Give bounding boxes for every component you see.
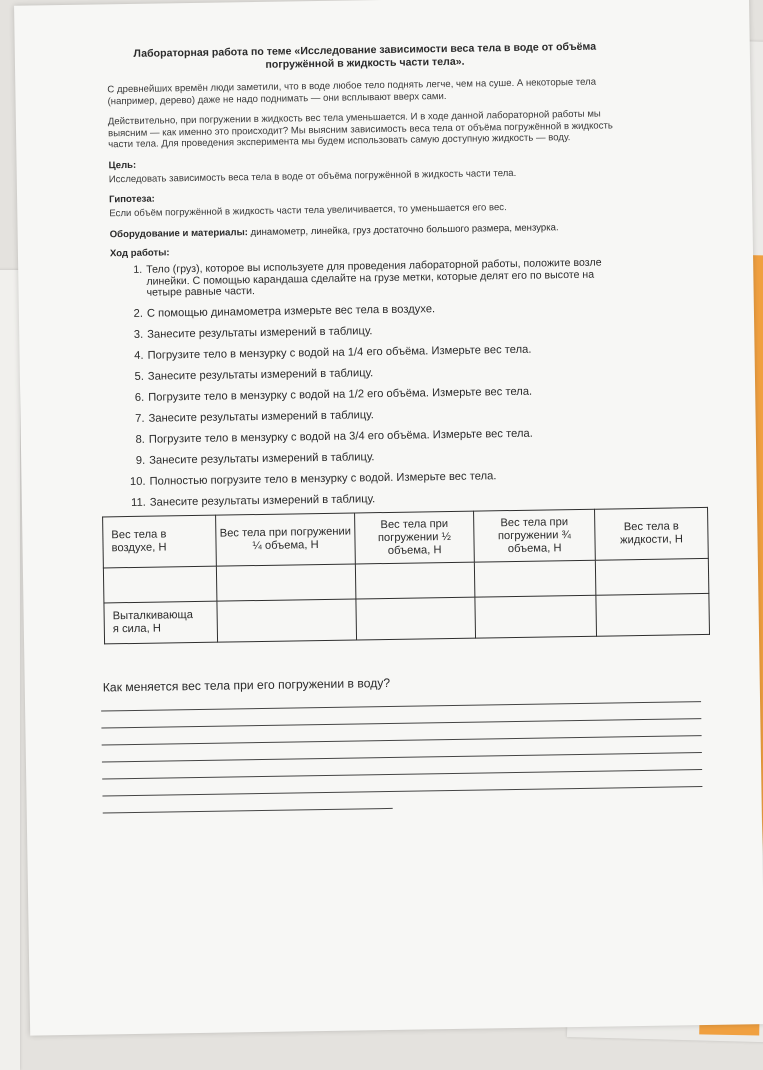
step-text: Погрузите тело в мензурку с водой на 1/2 его объёма. Измерьте вес тела.	[148, 385, 533, 404]
worksheet-title: Лабораторная работа по теме «Исследование зависимости веса тела в воде от объёма погружённой в жидкость части тела».	[133, 40, 597, 71]
table-row-label	[104, 601, 218, 644]
step-number: 4.	[134, 349, 144, 362]
step-number: 5.	[134, 370, 144, 383]
step-text: Занесите результаты измерений в таблицу.	[147, 325, 373, 341]
worksheet-content	[102, 40, 683, 813]
goal-text: Исследовать зависимость веса тела в воде от объёма погружённой в жидкость части тела.	[108, 167, 517, 185]
step-item	[111, 300, 627, 321]
step-item	[112, 384, 628, 405]
answer-lines	[101, 685, 703, 813]
step-number: 8.	[135, 433, 145, 446]
worksheet-paper	[14, 0, 763, 1036]
step-number: 3.	[133, 328, 144, 341]
table-cell-empty[interactable]	[356, 597, 476, 640]
step-number: 1.	[133, 263, 143, 276]
step-text: Занесите результаты измерений в таблицу.	[147, 367, 374, 383]
buoyant-force-label: Выталкивающа я сила, Н	[112, 609, 193, 636]
goal-label: Цель:	[108, 159, 137, 171]
step-text: Погрузите тело в мензурку с водой на 1/4 его объёма. Измерьте вес тела.	[147, 343, 532, 362]
table-header-cell: Вес тела при погружении ¼ объема, Н	[216, 513, 356, 566]
table-cell-empty[interactable]	[596, 593, 710, 636]
step-text: Тело (груз), которое вы используете для проведения лабораторной работы, положите возле линейки. С помощью карандаша сделайте на грузе метки, которые делят его по высоте на четыре равные части.	[146, 256, 602, 299]
step-item	[113, 426, 629, 447]
procedure-steps	[110, 257, 630, 510]
question-text: Как меняется вес тела при его погружении в воду?	[102, 675, 391, 695]
table-header-cell: Вес тела при погружении ¾ объема, Н	[474, 509, 596, 562]
table-cell-empty[interactable]	[355, 562, 475, 599]
step-number: 7.	[135, 412, 145, 425]
step-item	[110, 257, 626, 300]
table-cell-empty[interactable]	[217, 599, 357, 642]
equipment-section	[110, 221, 626, 241]
table-cell-empty[interactable]	[103, 566, 217, 603]
answer-line[interactable]	[102, 792, 392, 814]
step-text: Погрузите тело в мензурку с водой на 3/4 его объёма. Измерьте вес тела.	[148, 427, 533, 446]
table-cell-empty[interactable]	[475, 595, 597, 638]
step-number: 9.	[135, 454, 146, 467]
intro-paragraph-1: С древнейших времён люди заметили, что в воде любое тело поднять легче, чем на суше. А некоторые тела (например, дерево) даже не надо поднимать — они всплывают вверх сами.	[107, 76, 597, 107]
equipment-text: динамометр, линейка, груз достаточно большого размера, мензурка.	[250, 221, 559, 238]
step-text: Полностью погрузите тело в мензурку с водой. Измерьте вес тела.	[149, 470, 497, 488]
step-text: Занесите результаты измерений в таблицу.	[148, 409, 374, 425]
table-cell-empty[interactable]	[595, 558, 709, 595]
step-item	[111, 342, 627, 363]
step-item	[113, 447, 629, 468]
table-row	[104, 593, 710, 643]
table-cell-empty[interactable]	[216, 564, 356, 601]
step-item	[113, 468, 629, 489]
intro-paragraph-2: Действительно, при погружении в жидкость вес тела уменьшается. И в ходе данной лабораторной работы мы выясним — как именно это происходит? Мы выясним зависимость веса тела от объёма погружённой в жидкость части тела. Для проведения эксперимента мы будем использовать самую доступную жидкость — воду.	[107, 108, 613, 151]
hypothesis-text: Если объём погружённой в жидкость части тела увеличивается, то уменьшается его вес.	[109, 202, 507, 220]
background-sheet-left	[0, 270, 20, 1070]
step-number: 2.	[133, 307, 143, 320]
table-cell-empty[interactable]	[474, 560, 596, 597]
results-table	[102, 507, 710, 645]
table-header-cell: Вес тела в жидкости, Н	[595, 507, 709, 560]
step-number: 10.	[129, 475, 146, 489]
step-item	[111, 321, 627, 342]
table-header-cell: Вес тела в воздухе, Н	[103, 515, 217, 568]
step-number: 11.	[131, 496, 146, 509]
procedure-label: Ход работы:	[109, 247, 170, 260]
step-item	[114, 489, 630, 510]
step-item	[112, 363, 628, 384]
step-text: Занесите результаты измерений в таблицу.	[149, 451, 375, 467]
step-number: 6.	[134, 391, 145, 404]
equipment-label: Оборудование и материалы:	[109, 226, 249, 240]
step-text: Занесите результаты измерений в таблицу.	[149, 493, 376, 509]
step-item	[112, 405, 628, 426]
hypothesis-label: Гипотеза:	[109, 193, 155, 206]
table-header-cell: Вес тела при погружении ½ объема, Н	[355, 511, 475, 564]
step-text: С помощью динамометра измерьте вес тела в воздухе.	[146, 303, 436, 320]
